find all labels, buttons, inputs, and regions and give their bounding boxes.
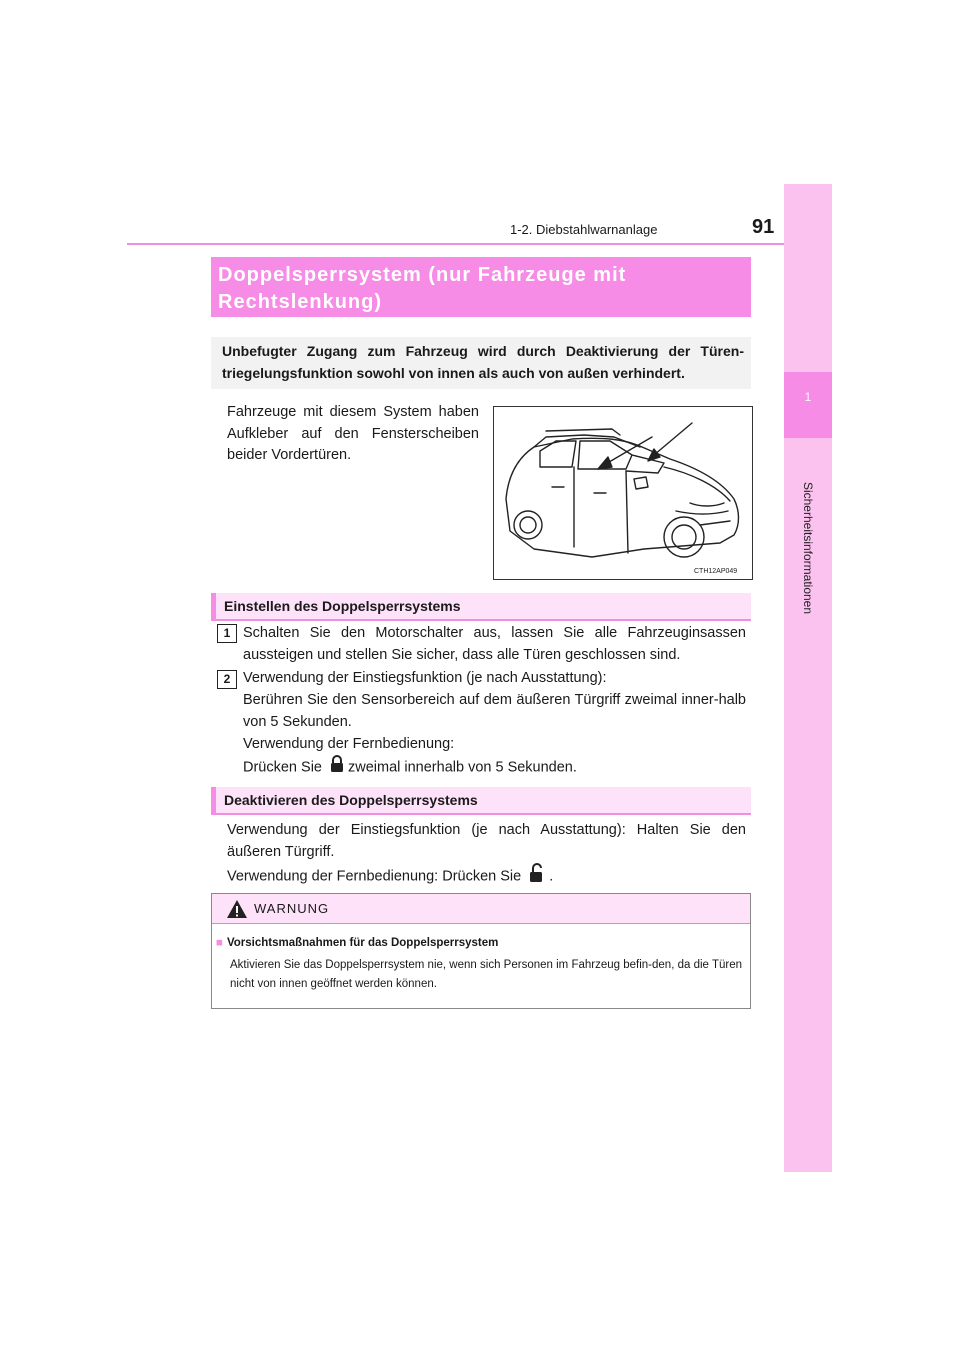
- press-after: zweimal innerhalb von 5 Sekunden.: [347, 759, 577, 776]
- section-reference: 1-2. Diebstahlwarnanlage: [510, 222, 658, 237]
- step-2-line-3: Verwendung der Fernbedienung:: [243, 736, 455, 752]
- step-2-text: [243, 667, 746, 780]
- warning-label: WARNUNG: [254, 901, 330, 916]
- warning-subheading: [216, 937, 498, 949]
- deactivate-line-1: Verwendung der Einstiegsfunktion (je nach Ausstattung): Halten Sie den äußeren Türgriff.: [227, 822, 746, 860]
- subheading-setting: Einstellen des Doppelsperrsystems: [224, 598, 461, 614]
- chapter-label: Sicherheitsinformationen: [801, 481, 815, 615]
- deactivate-line-2: [227, 863, 746, 890]
- lock-icon: [330, 755, 344, 780]
- step-badge-1: 1: [217, 624, 237, 643]
- chapter-number: 1: [804, 390, 812, 404]
- chapter-tab-marker: [784, 372, 832, 438]
- intro-text: Unbefugter Zugang zum Fahrzeug wird durch Deaktivierung der Türen-triegelungsfunktion sowohl von innen als auch von außen verhindert.: [222, 343, 744, 381]
- bullet-square-icon: ■: [216, 937, 223, 949]
- chapter-side-tab: [784, 184, 832, 1172]
- step-2-line-1: Verwendung der Einstiegsfunktion (je nach Ausstattung):: [243, 670, 607, 686]
- warning-triangle-icon: [226, 899, 248, 924]
- subheading-accent: [211, 787, 216, 815]
- warning-text: Aktivieren Sie das Doppelsperrsystem nie, wenn sich Personen im Fahrzeug befin-den, da die Türen nicht von innen geöffnet werden können.: [230, 959, 742, 990]
- subheading-accent: [211, 593, 216, 621]
- deactivate-press-label: Verwendung der Fernbedienung: Drücken Sie: [227, 868, 522, 885]
- subheading-deactivate: Deaktivieren des Doppelsperrsystems: [224, 792, 478, 808]
- deactivate-text: [227, 819, 746, 890]
- car-drawing: [494, 407, 752, 579]
- page-number: 91: [752, 216, 775, 238]
- step-1-text: Schalten Sie den Motorschalter aus, lassen Sie alle Fahrzeuginsassen aussteigen und stellen Sie sicher, dass alle Türen geschlossen sind.: [243, 625, 746, 663]
- step-badge-2: 2: [217, 670, 237, 689]
- warning-subheading-text: Vorsichtsmaßnahmen für das Doppelsperrsystem: [226, 937, 499, 949]
- step-2-line-4: [243, 755, 746, 780]
- figure-code: CTH12AP049: [694, 568, 738, 575]
- unlock-icon: [529, 863, 545, 890]
- header-rule: [127, 243, 832, 245]
- step-2-line-2: Berühren Sie den Sensorbereich auf dem äußeren Türgriff zweimal inner-halb von 5 Sekunden.: [243, 692, 746, 730]
- deactivate-press-after: .: [549, 868, 554, 885]
- press-label: Drücken Sie: [243, 759, 322, 776]
- page-title: Doppelsperrsystem (nur Fahrzeuge mit Rechtslenkung): [218, 264, 627, 313]
- body-paragraph: Fahrzeuge mit diesem System haben Aufkleber auf den Fensterscheiben beider Vordertüren.: [227, 404, 479, 463]
- car-illustration: [493, 406, 753, 580]
